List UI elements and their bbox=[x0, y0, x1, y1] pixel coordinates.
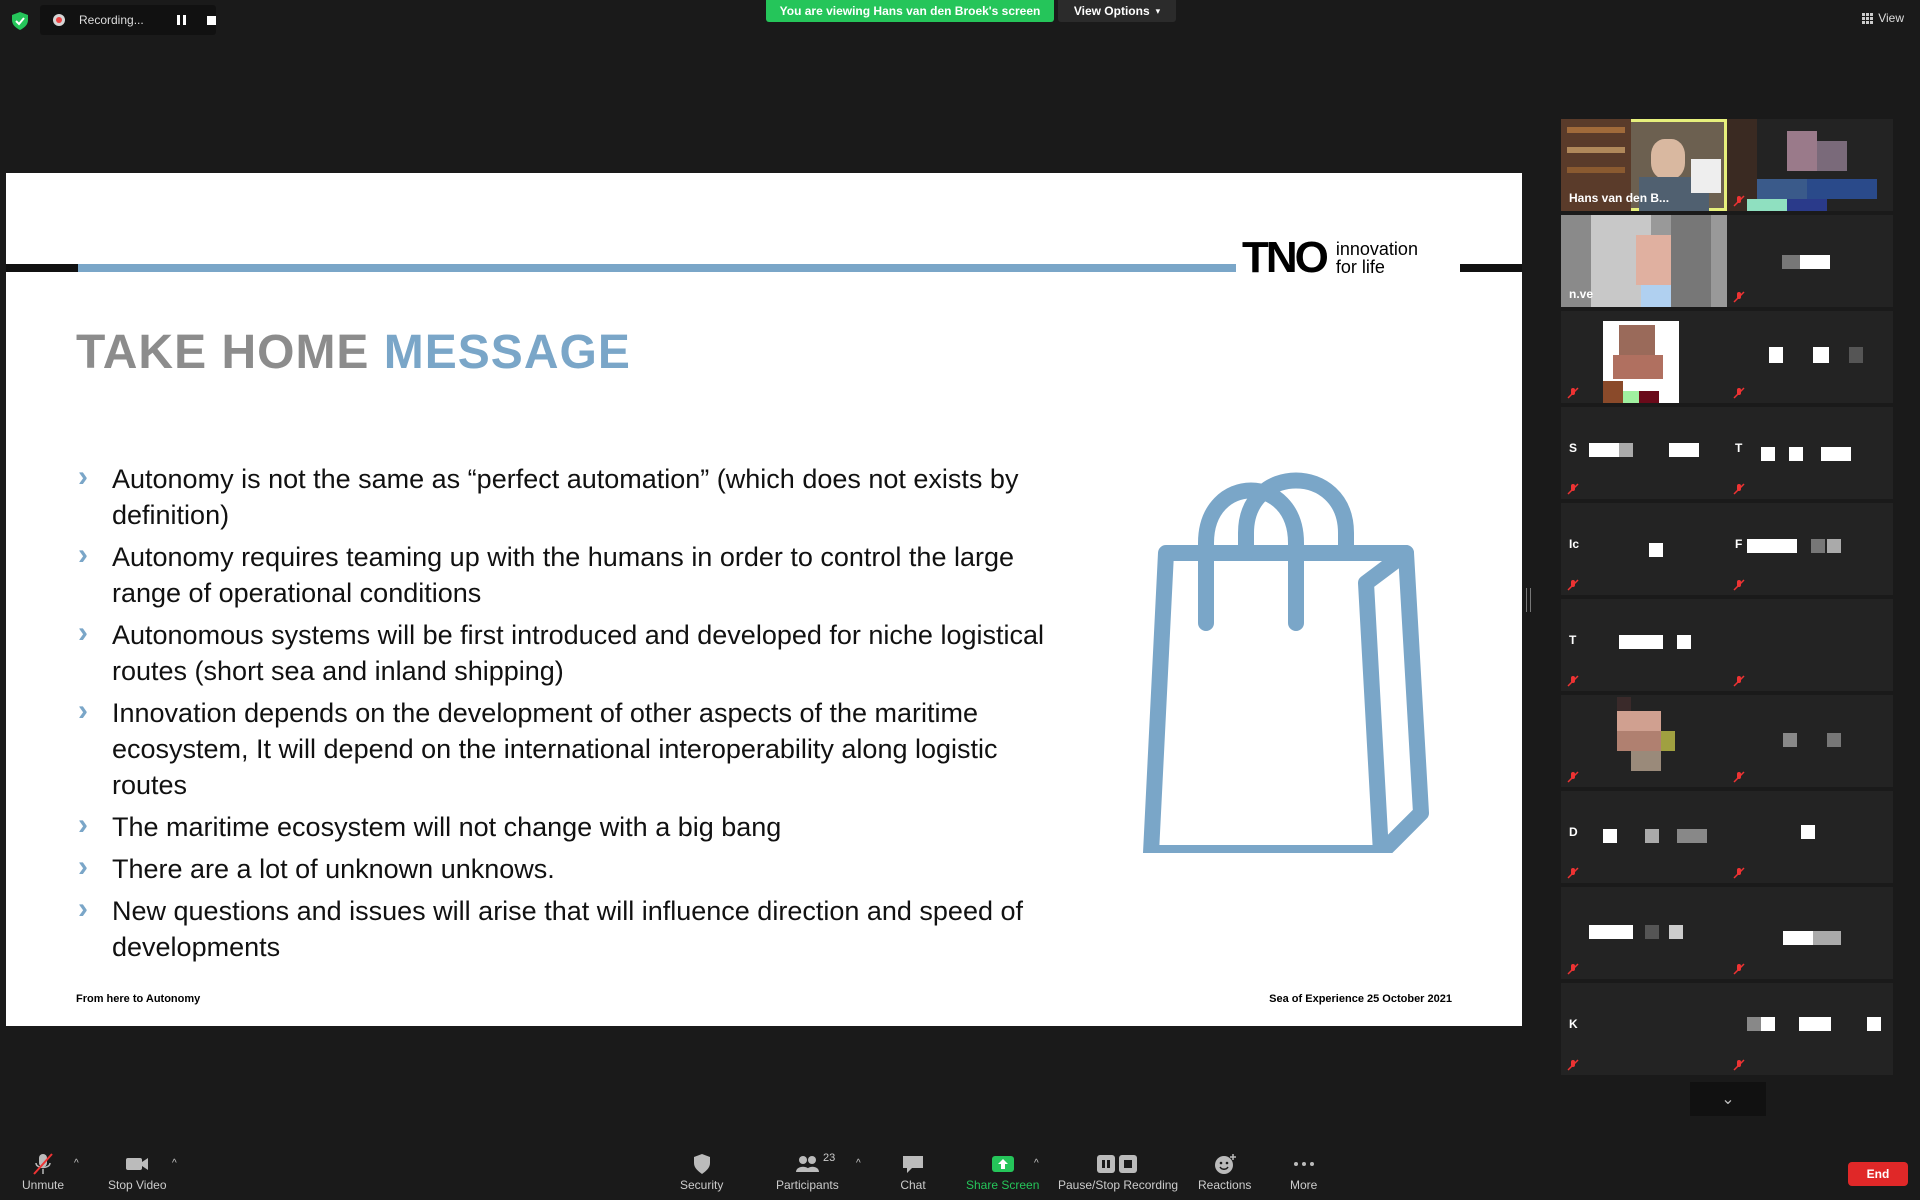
security-label: Security bbox=[680, 1178, 724, 1192]
view-label: View bbox=[1878, 11, 1904, 25]
more-button[interactable] bbox=[1290, 1152, 1317, 1192]
meeting-toolbar bbox=[0, 1140, 1920, 1200]
muted-mic-icon bbox=[1733, 579, 1745, 591]
participant-initial: D bbox=[1569, 825, 1578, 839]
muted-mic-icon bbox=[1567, 867, 1579, 879]
end-meeting-button[interactable]: End bbox=[1848, 1162, 1908, 1186]
participants-options-caret-icon[interactable]: ^ bbox=[856, 1158, 861, 1169]
share-screen-button[interactable] bbox=[966, 1152, 1039, 1192]
participant-tile[interactable] bbox=[1561, 215, 1727, 307]
participant-tile[interactable] bbox=[1561, 695, 1727, 787]
participant-tile[interactable] bbox=[1561, 407, 1727, 499]
muted-microphone-icon bbox=[30, 1152, 56, 1176]
participant-tile[interactable] bbox=[1561, 599, 1727, 691]
participant-tile[interactable] bbox=[1727, 887, 1893, 979]
participant-tile[interactable] bbox=[1727, 983, 1893, 1075]
chevron-down-icon: ▾ bbox=[1155, 5, 1161, 16]
participant-tile[interactable] bbox=[1727, 311, 1893, 403]
muted-mic-icon bbox=[1733, 387, 1745, 399]
unmute-button[interactable] bbox=[22, 1152, 64, 1192]
participant-initial: K bbox=[1569, 1017, 1578, 1031]
participant-initial: T bbox=[1569, 633, 1577, 647]
more-dots-icon bbox=[1291, 1152, 1317, 1176]
participant-tile[interactable] bbox=[1727, 791, 1893, 883]
participant-initial: F bbox=[1735, 537, 1743, 551]
muted-mic-icon bbox=[1567, 387, 1579, 399]
muted-mic-icon bbox=[1733, 1059, 1745, 1071]
reactions-label: Reactions bbox=[1198, 1178, 1252, 1192]
reactions-button[interactable] bbox=[1198, 1152, 1251, 1192]
recording-dot-icon bbox=[53, 14, 65, 26]
participant-name: n.ve bbox=[1569, 287, 1594, 301]
header-rule bbox=[78, 264, 1240, 272]
participant-initial: S bbox=[1569, 441, 1578, 455]
recording-indicator bbox=[40, 5, 216, 35]
title-part-1: TAKE HOME bbox=[76, 326, 370, 379]
header-rule-left bbox=[6, 264, 78, 272]
more-label: More bbox=[1290, 1178, 1318, 1192]
pause-recording-icon[interactable] bbox=[177, 15, 187, 25]
participant-count: 23 bbox=[823, 1152, 836, 1164]
muted-mic-icon bbox=[1733, 867, 1745, 879]
muted-mic-icon bbox=[1567, 963, 1579, 975]
bullet-item: › The maritime ecosystem will not change with a big bang bbox=[76, 809, 1076, 845]
panel-resize-handle[interactable] bbox=[1526, 588, 1531, 612]
pause-stop-recording-label: Pause/Stop Recording bbox=[1058, 1178, 1179, 1192]
video-camera-icon bbox=[124, 1152, 150, 1176]
video-options-caret-icon[interactable]: ^ bbox=[172, 1158, 177, 1169]
share-options-caret-icon[interactable]: ^ bbox=[1034, 1158, 1039, 1169]
bullet-list bbox=[76, 461, 1076, 971]
muted-mic-icon bbox=[1567, 1059, 1579, 1071]
muted-mic-icon bbox=[1733, 963, 1745, 975]
muted-mic-icon bbox=[1733, 675, 1745, 687]
pause-stop-recording-button[interactable] bbox=[1058, 1152, 1178, 1192]
logo-tagline-1: innovation bbox=[1335, 239, 1418, 259]
bullet-item: › Innovation depends on the development of other aspects of the maritime ecosystem, It will depend on the international interoperability along logistic routes bbox=[76, 695, 1076, 803]
footer-right: Sea of Experience 25 October 2021 bbox=[1269, 993, 1452, 1005]
muted-mic-icon bbox=[1567, 675, 1579, 687]
viewing-banner: You are viewing Hans van den Broek's screen bbox=[766, 0, 1054, 22]
bullet-item: › Autonomy is not the same as “perfect automation” (which does not exists by definition) bbox=[76, 461, 1076, 533]
muted-mic-icon bbox=[1567, 483, 1579, 495]
tno-logo bbox=[1236, 233, 1424, 283]
chat-bubble-icon bbox=[900, 1152, 926, 1176]
muted-mic-icon bbox=[1733, 291, 1745, 303]
shopping-bag-icon bbox=[1136, 453, 1436, 853]
chat-button[interactable] bbox=[900, 1152, 926, 1192]
stop-video-button[interactable] bbox=[108, 1152, 167, 1192]
participant-tile[interactable] bbox=[1561, 311, 1727, 403]
recording-label: Recording... bbox=[79, 13, 144, 27]
logo-mark: TNO bbox=[1242, 233, 1326, 282]
participant-tile[interactable] bbox=[1561, 791, 1727, 883]
muted-mic-icon bbox=[1567, 771, 1579, 783]
participant-tile[interactable] bbox=[1727, 503, 1893, 595]
view-options-button[interactable] bbox=[1058, 0, 1176, 22]
title-part-2: MESSAGE bbox=[383, 326, 631, 379]
bullet-item: › There are a lot of unknown unknows. bbox=[76, 851, 1076, 887]
audio-options-caret-icon[interactable]: ^ bbox=[74, 1158, 79, 1169]
security-shield-icon bbox=[689, 1152, 715, 1176]
unmute-label: Unmute bbox=[22, 1178, 65, 1192]
muted-mic-icon bbox=[1567, 579, 1579, 591]
reactions-smiley-icon bbox=[1212, 1152, 1238, 1176]
share-screen-icon bbox=[990, 1152, 1016, 1176]
stop-video-label: Stop Video bbox=[108, 1178, 167, 1192]
bullet-item: › Autonomous systems will be first introduced and developed for niche logistical routes (short sea and inland shipping) bbox=[76, 617, 1076, 689]
muted-mic-icon bbox=[1733, 195, 1745, 207]
participant-tile[interactable] bbox=[1727, 695, 1893, 787]
view-options-label: View Options bbox=[1073, 4, 1150, 18]
chat-label: Chat bbox=[900, 1178, 926, 1192]
logo-tagline-2: for life bbox=[1335, 257, 1385, 277]
participant-tile-active[interactable] bbox=[1561, 119, 1727, 211]
participants-label: Participants bbox=[776, 1178, 839, 1192]
gallery-scroll-down-button[interactable] bbox=[1690, 1082, 1766, 1116]
participant-initial: T bbox=[1735, 441, 1743, 455]
participant-tile[interactable] bbox=[1561, 887, 1727, 979]
bullet-item: › New questions and issues will arise that will influence direction and speed of developments bbox=[76, 893, 1076, 965]
footer-left: From here to Autonomy bbox=[76, 993, 201, 1005]
muted-mic-icon bbox=[1733, 483, 1745, 495]
participant-initial: Ic bbox=[1569, 537, 1580, 551]
stop-recording-icon[interactable] bbox=[207, 16, 216, 25]
participant-tile[interactable] bbox=[1727, 407, 1893, 499]
participant-tile[interactable] bbox=[1727, 215, 1893, 307]
participant-tile[interactable] bbox=[1561, 503, 1727, 595]
participants-icon bbox=[794, 1152, 820, 1176]
security-shield-icon bbox=[12, 12, 28, 30]
grid-view-icon bbox=[1862, 13, 1873, 24]
bullet-item: › Autonomy requires teaming up with the humans in order to control the large range of operational conditions bbox=[76, 539, 1076, 611]
muted-mic-icon bbox=[1733, 771, 1745, 783]
pause-stop-recording-icon bbox=[1095, 1152, 1141, 1176]
chevron-down-icon: ⌄ bbox=[1721, 1091, 1735, 1108]
shared-screen-slide bbox=[6, 173, 1522, 1026]
participant-tile[interactable] bbox=[1727, 599, 1893, 691]
participant-tile[interactable] bbox=[1561, 983, 1727, 1075]
security-button[interactable] bbox=[680, 1152, 723, 1192]
view-button[interactable] bbox=[1862, 11, 1904, 25]
slide-title bbox=[76, 325, 631, 380]
share-screen-label: Share Screen bbox=[966, 1178, 1040, 1192]
participant-name: Hans van den B... bbox=[1569, 191, 1670, 205]
participant-tile[interactable] bbox=[1727, 119, 1893, 211]
header-rule-right bbox=[1460, 264, 1522, 272]
